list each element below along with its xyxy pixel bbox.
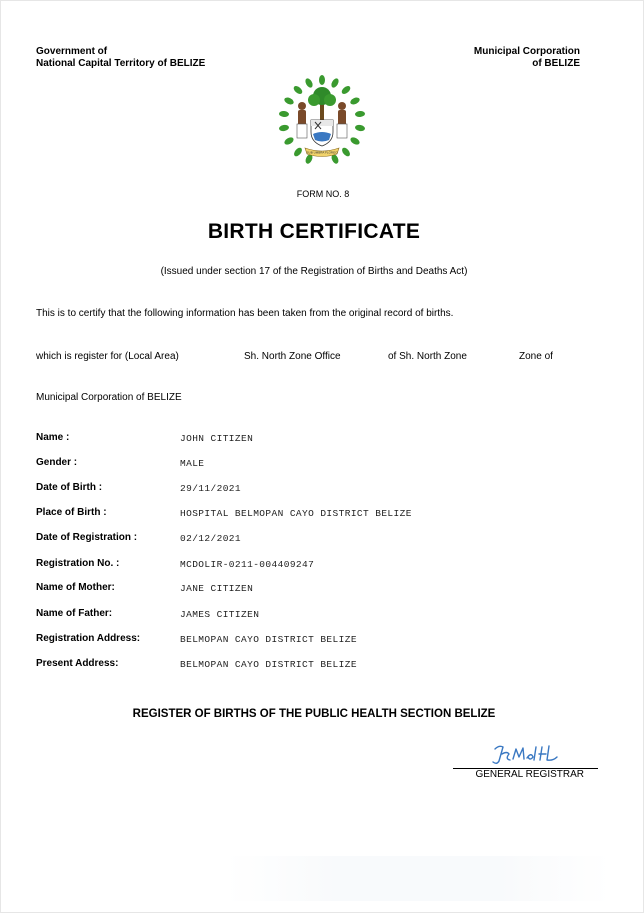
issued-under-note: (Issued under section 17 of the Registration of Births and Deaths Act) (160, 266, 468, 277)
registrar-signature (489, 741, 561, 767)
local-area-office: Sh. North Zone Office (244, 351, 341, 362)
document-title: BIRTH CERTIFICATE (207, 220, 421, 243)
field-label: Name of Father: (36, 608, 113, 619)
municipal-line-1: Municipal Corporation (473, 46, 580, 57)
field-value: 02/12/2021 (180, 533, 242, 544)
faint-watermark (226, 856, 611, 901)
field-label: Gender : (36, 457, 78, 468)
municipal-corporation-line: Municipal Corporation of BELIZE (36, 392, 182, 403)
field-label: Date of Registration : (36, 532, 138, 543)
field-value: MALE (180, 458, 205, 469)
field-value: BELMOPAN CAYO DISTRICT BELIZE (180, 634, 357, 645)
field-label: Registration No. : (36, 558, 120, 569)
field-value: JANE CITIZEN (180, 583, 254, 594)
form-number: FORM NO. 8 (296, 189, 350, 199)
field-value: BELMOPAN CAYO DISTRICT BELIZE (180, 659, 357, 670)
municipal-header (474, 46, 580, 70)
field-value: JAMES CITIZEN (180, 609, 260, 620)
field-value: MCDOLIR-0211-004409247 (180, 559, 315, 570)
local-area-zone-of: Zone of (519, 351, 553, 362)
field-label: Present Address: (36, 658, 119, 669)
register-footer: REGISTER OF BIRTHS OF THE PUBLIC HEALTH SECTION BELIZE (132, 708, 496, 720)
shield-icon (311, 120, 333, 146)
field-value: JOHN CITIZEN (180, 433, 254, 444)
government-line-2: National Capital Territory of BELIZE (36, 58, 206, 69)
mahogany-tree-icon (308, 87, 336, 122)
field-value: 29/11/2021 (180, 483, 242, 494)
coat-of-arms-seal (275, 74, 369, 168)
field-label: Date of Birth : (36, 482, 103, 493)
municipal-line-2: of BELIZE (532, 58, 580, 69)
local-area-prefix: which is register for (Local Area) (36, 351, 179, 362)
registrar-title: GENERAL REGISTRAR (475, 769, 584, 780)
local-area-zone: of Sh. North Zone (388, 351, 467, 362)
certify-statement: This is to certify that the following information has been taken from the original record of births. (36, 308, 454, 319)
government-line-1: Government of (36, 46, 108, 57)
seal-motto: SUB UMBRA FLOREO (306, 150, 338, 155)
field-label: Name of Mother: (36, 582, 115, 593)
field-label: Registration Address: (36, 633, 141, 644)
field-value: HOSPITAL BELMOPAN CAYO DISTRICT BELIZE (180, 508, 412, 519)
field-label: Place of Birth : (36, 507, 107, 518)
government-header (36, 46, 205, 70)
field-label: Name : (36, 432, 70, 443)
